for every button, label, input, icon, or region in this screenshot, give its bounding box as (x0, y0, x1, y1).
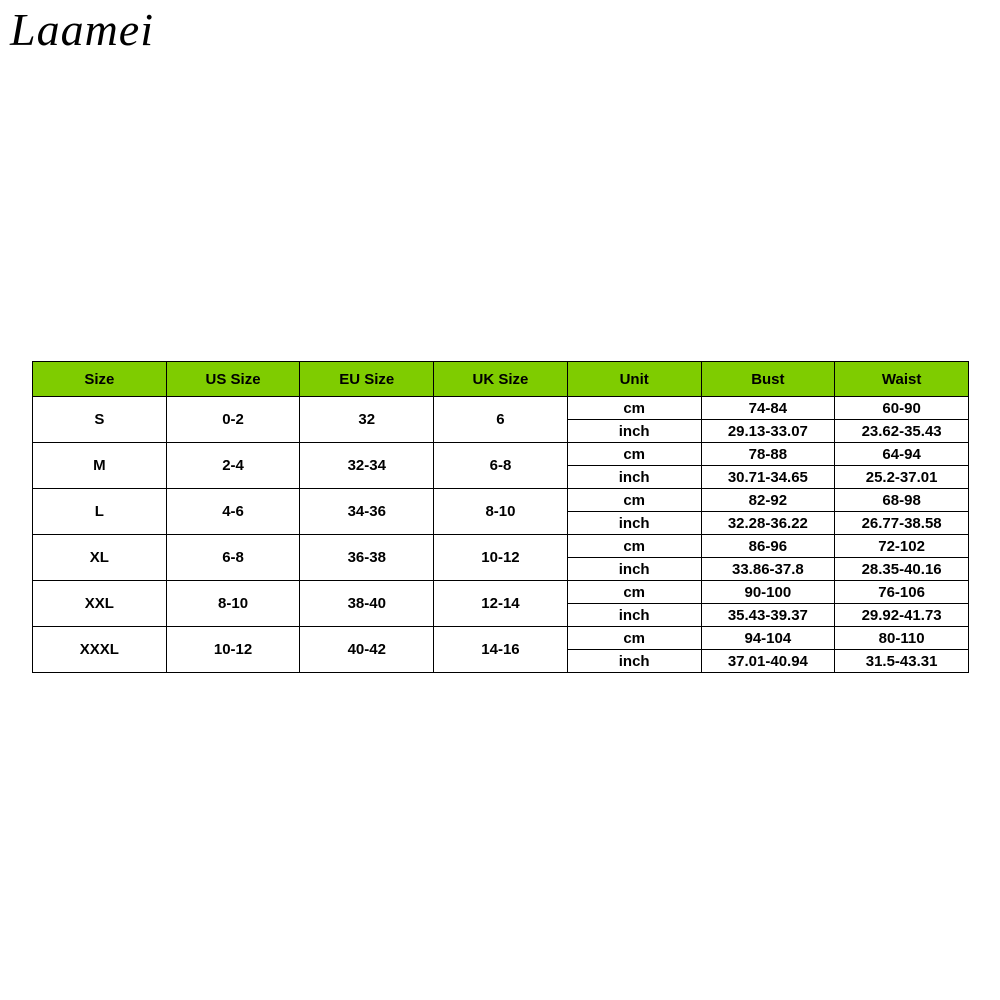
cell-bust: 33.86-37.8 (701, 558, 835, 581)
cell-waist: 68-98 (835, 489, 969, 512)
cell-waist: 26.77-38.58 (835, 512, 969, 535)
cell-waist: 64-94 (835, 443, 969, 466)
cell-waist: 80-110 (835, 627, 969, 650)
cell-waist: 29.92-41.73 (835, 604, 969, 627)
cell-size: L (33, 489, 167, 535)
cell-bust: 30.71-34.65 (701, 466, 835, 489)
header-uk-size: UK Size (434, 362, 568, 397)
cell-uk-size: 6-8 (434, 443, 568, 489)
cell-unit: inch (567, 650, 701, 673)
cell-bust: 32.28-36.22 (701, 512, 835, 535)
header-size: Size (33, 362, 167, 397)
cell-waist: 76-106 (835, 581, 969, 604)
table-row (33, 489, 969, 512)
size-chart-table (32, 361, 969, 673)
cell-eu-size: 40-42 (300, 627, 434, 673)
cell-unit: cm (567, 489, 701, 512)
cell-unit: inch (567, 466, 701, 489)
cell-bust: 90-100 (701, 581, 835, 604)
cell-unit: inch (567, 604, 701, 627)
cell-eu-size: 36-38 (300, 535, 434, 581)
header-bust: Bust (701, 362, 835, 397)
cell-eu-size: 38-40 (300, 581, 434, 627)
table-row (33, 535, 969, 558)
cell-eu-size: 34-36 (300, 489, 434, 535)
cell-waist: 60-90 (835, 397, 969, 420)
cell-unit: inch (567, 558, 701, 581)
cell-unit: inch (567, 420, 701, 443)
cell-size: XXXL (33, 627, 167, 673)
brand-logo: Laamei (10, 4, 154, 55)
cell-eu-size: 32-34 (300, 443, 434, 489)
cell-us-size: 8-10 (166, 581, 300, 627)
table-row (33, 397, 969, 420)
cell-unit: cm (567, 535, 701, 558)
header-us-size: US Size (166, 362, 300, 397)
header-waist: Waist (835, 362, 969, 397)
table-row (33, 443, 969, 466)
cell-uk-size: 14-16 (434, 627, 568, 673)
cell-us-size: 6-8 (166, 535, 300, 581)
table-row (33, 581, 969, 604)
cell-bust: 35.43-39.37 (701, 604, 835, 627)
cell-bust: 78-88 (701, 443, 835, 466)
cell-waist: 23.62-35.43 (835, 420, 969, 443)
cell-waist: 28.35-40.16 (835, 558, 969, 581)
cell-uk-size: 8-10 (434, 489, 568, 535)
cell-waist: 25.2-37.01 (835, 466, 969, 489)
cell-eu-size: 32 (300, 397, 434, 443)
cell-us-size: 4-6 (166, 489, 300, 535)
cell-bust: 29.13-33.07 (701, 420, 835, 443)
cell-uk-size: 6 (434, 397, 568, 443)
cell-unit: cm (567, 397, 701, 420)
cell-waist: 31.5-43.31 (835, 650, 969, 673)
cell-unit: inch (567, 512, 701, 535)
cell-unit: cm (567, 627, 701, 650)
cell-size: S (33, 397, 167, 443)
cell-bust: 82-92 (701, 489, 835, 512)
header-eu-size: EU Size (300, 362, 434, 397)
cell-us-size: 10-12 (166, 627, 300, 673)
cell-uk-size: 10-12 (434, 535, 568, 581)
cell-bust: 37.01-40.94 (701, 650, 835, 673)
cell-size: XL (33, 535, 167, 581)
cell-uk-size: 12-14 (434, 581, 568, 627)
cell-waist: 72-102 (835, 535, 969, 558)
table-header-row (33, 362, 969, 397)
cell-size: XXL (33, 581, 167, 627)
table-row (33, 627, 969, 650)
cell-us-size: 2-4 (166, 443, 300, 489)
cell-size: M (33, 443, 167, 489)
header-unit: Unit (567, 362, 701, 397)
cell-unit: cm (567, 581, 701, 604)
cell-bust: 86-96 (701, 535, 835, 558)
cell-unit: cm (567, 443, 701, 466)
cell-bust: 74-84 (701, 397, 835, 420)
cell-bust: 94-104 (701, 627, 835, 650)
cell-us-size: 0-2 (166, 397, 300, 443)
